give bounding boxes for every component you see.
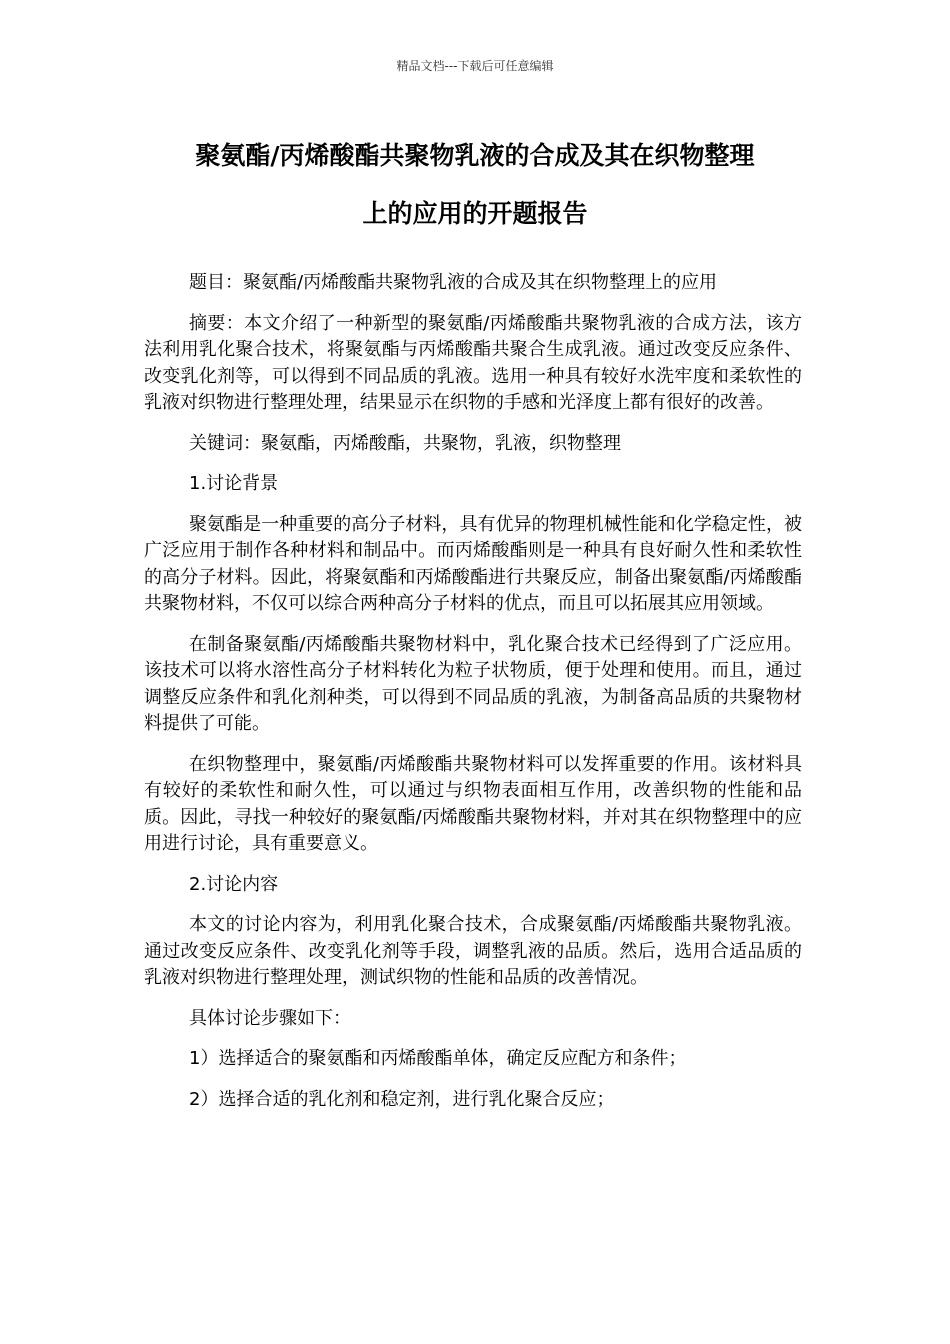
section-heading-content: 2.讨论内容 xyxy=(189,873,279,895)
document-title-line-1: 聚氨酯/丙烯酸酯共聚物乳液的合成及其在织物整理 xyxy=(195,141,755,170)
body-paragraph: 本文的讨论内容为，利用乳化聚合技术，合成聚氨酯/丙烯酸酯共聚物乳液。通过改变反应条件、改变乳化剂等手段，调整乳液的品质。然后，选用合适品质的乳液对织物进行整理处理，测试织物的性能和品质的改善情况。 xyxy=(144,914,802,988)
body-paragraph: 在制备聚氨酯/丙烯酸酯共聚物材料中，乳化聚合技术已经得到了广泛应用。该技术可以将水溶性高分子材料转化为粒子状物质，便于处理和使用。而且，通过调整反应条件和乳化剂种类，可以得到不同品质的乳液，为制备高品质的共聚物材料提供了可能。 xyxy=(144,633,802,734)
body-paragraph: 聚氨酯是一种重要的高分子材料，具有优异的物理机械性能和化学稳定性，被广泛应用于制作各种材料和制品中。而丙烯酸酯则是一种具有良好耐久性和柔软性的高分子材料。因此，将聚氨酯和丙烯酸酯进行共聚反应，制备出聚氨酯/丙烯酸酯共聚物材料，不仅可以综合两种高分子材料的优点，而且可以拓展其应用领域。 xyxy=(144,513,802,614)
topic-paragraph: 题目：聚氨酯/丙烯酸酯共聚物乳液的合成及其在织物整理上的应用 xyxy=(189,272,718,293)
document-title-line-2: 上的应用的开题报告 xyxy=(362,199,588,228)
section-heading-background: 1.讨论背景 xyxy=(189,473,279,494)
step-item: 2）选择合适的乳化剂和稳定剂，进行乳化聚合反应； xyxy=(189,1088,615,1110)
document-body xyxy=(144,270,802,1127)
page-header: 精品文档---下载后可任意编辑 xyxy=(396,59,554,73)
abstract-paragraph: 摘要：本文介绍了一种新型的聚氨酯/丙烯酸酯共聚物乳液的合成方法，该方法利用乳化聚合技术，将聚氨酯与丙烯酸酯共聚合生成乳液。通过改变反应条件、改变乳化剂等，可以得到不同品质的乳液。选用一种具有较好水洗牢度和柔软性的乳液对织物进行整理处理，结果显示在织物的手感和光泽度上都有很好的改善。 xyxy=(144,312,802,413)
step-item: 1）选择适合的聚氨酯和丙烯酸酯单体，确定反应配方和条件； xyxy=(189,1048,687,1069)
steps-intro: 具体讨论步骤如下： xyxy=(189,1007,351,1029)
body-paragraph: 在织物整理中，聚氨酯/丙烯酸酯共聚物材料可以发挥重要的作用。该材料具有较好的柔软性和耐久性，可以通过与织物表面相互作用，改善织物的性能和品质。因此，寻找一种较好的聚氨酯/丙烯酸酯共聚物材料，并对其在织物整理中的应用进行讨论，具有重要意义。 xyxy=(144,753,802,854)
keywords-paragraph: 关键词：聚氨酯，丙烯酸酯，共聚物，乳液，织物整理 xyxy=(189,432,621,454)
